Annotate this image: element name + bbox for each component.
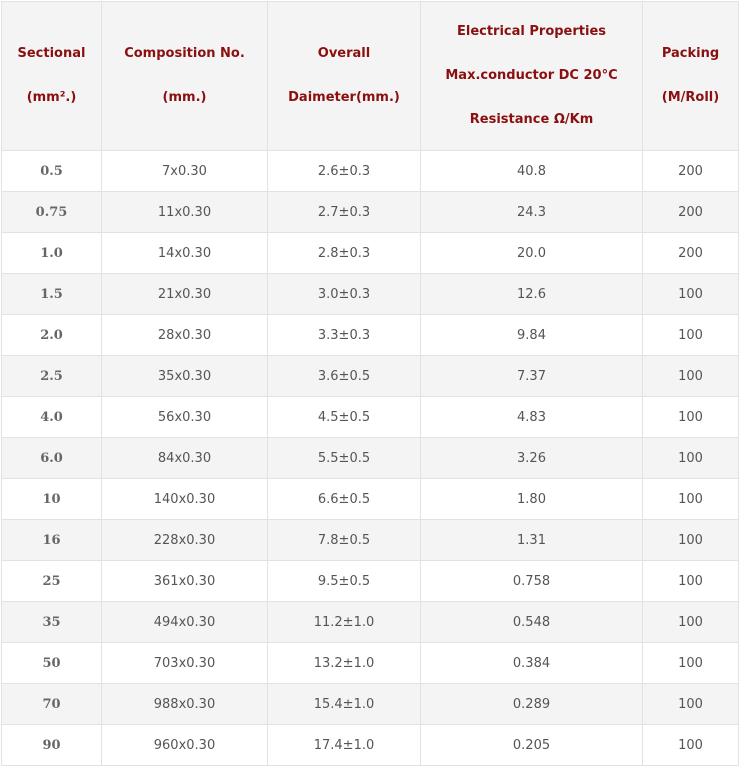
cell-resistance: 4.83 (421, 397, 643, 438)
cell-packing: 100 (643, 643, 739, 684)
header-line: Max.conductor DC 20°C (445, 68, 618, 83)
cell-diameter: 3.6±0.5 (268, 356, 421, 397)
cell-sectional: 1.0 (2, 233, 102, 274)
cell-sectional: 0.75 (2, 192, 102, 233)
cell-packing: 100 (643, 561, 739, 602)
cell-composition: 228x0.30 (102, 520, 268, 561)
header-line: (mm.) (162, 90, 207, 105)
cable-spec-table (1, 1, 739, 766)
cell-diameter: 2.6±0.3 (268, 151, 421, 192)
header-line: Daimeter(mm.) (288, 90, 400, 105)
table-row (2, 438, 739, 479)
cell-composition: 140x0.30 (102, 479, 268, 520)
header-diameter (268, 2, 421, 151)
cell-packing: 100 (643, 725, 739, 766)
cell-sectional: 70 (2, 684, 102, 725)
cell-sectional: 0.5 (2, 151, 102, 192)
cell-resistance: 0.289 (421, 684, 643, 725)
header-line: Composition No. (124, 46, 245, 61)
table-row (2, 684, 739, 725)
table-row (2, 602, 739, 643)
cell-composition: 84x0.30 (102, 438, 268, 479)
cell-composition: 361x0.30 (102, 561, 268, 602)
header-sectional (2, 2, 102, 151)
cell-diameter: 9.5±0.5 (268, 561, 421, 602)
cell-packing: 100 (643, 397, 739, 438)
cell-packing: 100 (643, 315, 739, 356)
cell-resistance: 9.84 (421, 315, 643, 356)
cell-packing: 200 (643, 233, 739, 274)
table-row (2, 274, 739, 315)
cell-resistance: 3.26 (421, 438, 643, 479)
header-line: Overall (317, 46, 371, 61)
cell-diameter: 5.5±0.5 (268, 438, 421, 479)
cell-diameter: 3.0±0.3 (268, 274, 421, 315)
cell-sectional: 6.0 (2, 438, 102, 479)
cell-resistance: 0.758 (421, 561, 643, 602)
cell-sectional: 2.0 (2, 315, 102, 356)
cell-composition: 494x0.30 (102, 602, 268, 643)
cell-sectional: 16 (2, 520, 102, 561)
cell-resistance: 0.548 (421, 602, 643, 643)
cell-sectional: 2.5 (2, 356, 102, 397)
cell-sectional: 35 (2, 602, 102, 643)
cell-sectional: 4.0 (2, 397, 102, 438)
cell-diameter: 6.6±0.5 (268, 479, 421, 520)
cell-resistance: 20.0 (421, 233, 643, 274)
table-row (2, 520, 739, 561)
cell-packing: 100 (643, 602, 739, 643)
cell-sectional: 90 (2, 725, 102, 766)
cell-resistance: 1.31 (421, 520, 643, 561)
cell-sectional: 1.5 (2, 274, 102, 315)
table-row (2, 315, 739, 356)
cell-packing: 200 (643, 192, 739, 233)
header-line: (mm².) (26, 90, 77, 105)
table-row (2, 397, 739, 438)
cell-diameter: 17.4±1.0 (268, 725, 421, 766)
cell-sectional: 10 (2, 479, 102, 520)
header-composition (102, 2, 268, 151)
cell-packing: 100 (643, 438, 739, 479)
cell-composition: 28x0.30 (102, 315, 268, 356)
table-row (2, 479, 739, 520)
table-row (2, 725, 739, 766)
cell-composition: 14x0.30 (102, 233, 268, 274)
cell-packing: 100 (643, 684, 739, 725)
cell-composition: 703x0.30 (102, 643, 268, 684)
cell-diameter: 7.8±0.5 (268, 520, 421, 561)
cell-diameter: 4.5±0.5 (268, 397, 421, 438)
table-row (2, 643, 739, 684)
cell-diameter: 11.2±1.0 (268, 602, 421, 643)
cell-diameter: 13.2±1.0 (268, 643, 421, 684)
cell-sectional: 50 (2, 643, 102, 684)
cell-packing: 100 (643, 356, 739, 397)
cell-composition: 56x0.30 (102, 397, 268, 438)
cell-composition: 11x0.30 (102, 192, 268, 233)
header-line: Resistance Ω/Km (469, 112, 594, 127)
header-packing (643, 2, 739, 151)
cell-sectional: 25 (2, 561, 102, 602)
header-line: Sectional (17, 46, 86, 61)
cell-resistance: 40.8 (421, 151, 643, 192)
cell-diameter: 3.3±0.3 (268, 315, 421, 356)
cell-diameter: 2.8±0.3 (268, 233, 421, 274)
cell-diameter: 2.7±0.3 (268, 192, 421, 233)
table-body (2, 151, 739, 766)
cell-resistance: 7.37 (421, 356, 643, 397)
cell-resistance: 1.80 (421, 479, 643, 520)
cell-composition: 988x0.30 (102, 684, 268, 725)
cell-packing: 100 (643, 479, 739, 520)
cell-composition: 35x0.30 (102, 356, 268, 397)
cell-packing: 200 (643, 151, 739, 192)
cell-resistance: 24.3 (421, 192, 643, 233)
header-electrical (421, 2, 643, 151)
table-row (2, 356, 739, 397)
table-row (2, 561, 739, 602)
cell-composition: 21x0.30 (102, 274, 268, 315)
header-line: (M/Roll) (661, 90, 720, 105)
cell-diameter: 15.4±1.0 (268, 684, 421, 725)
cell-composition: 960x0.30 (102, 725, 268, 766)
cell-composition: 7x0.30 (102, 151, 268, 192)
cell-packing: 100 (643, 274, 739, 315)
table-row (2, 233, 739, 274)
cell-resistance: 0.384 (421, 643, 643, 684)
cell-resistance: 12.6 (421, 274, 643, 315)
cell-resistance: 0.205 (421, 725, 643, 766)
table-row (2, 192, 739, 233)
header-line: Packing (661, 46, 720, 61)
header-line: Electrical Properties (456, 24, 607, 39)
cell-packing: 100 (643, 520, 739, 561)
header-row (2, 2, 739, 151)
table-row (2, 151, 739, 192)
